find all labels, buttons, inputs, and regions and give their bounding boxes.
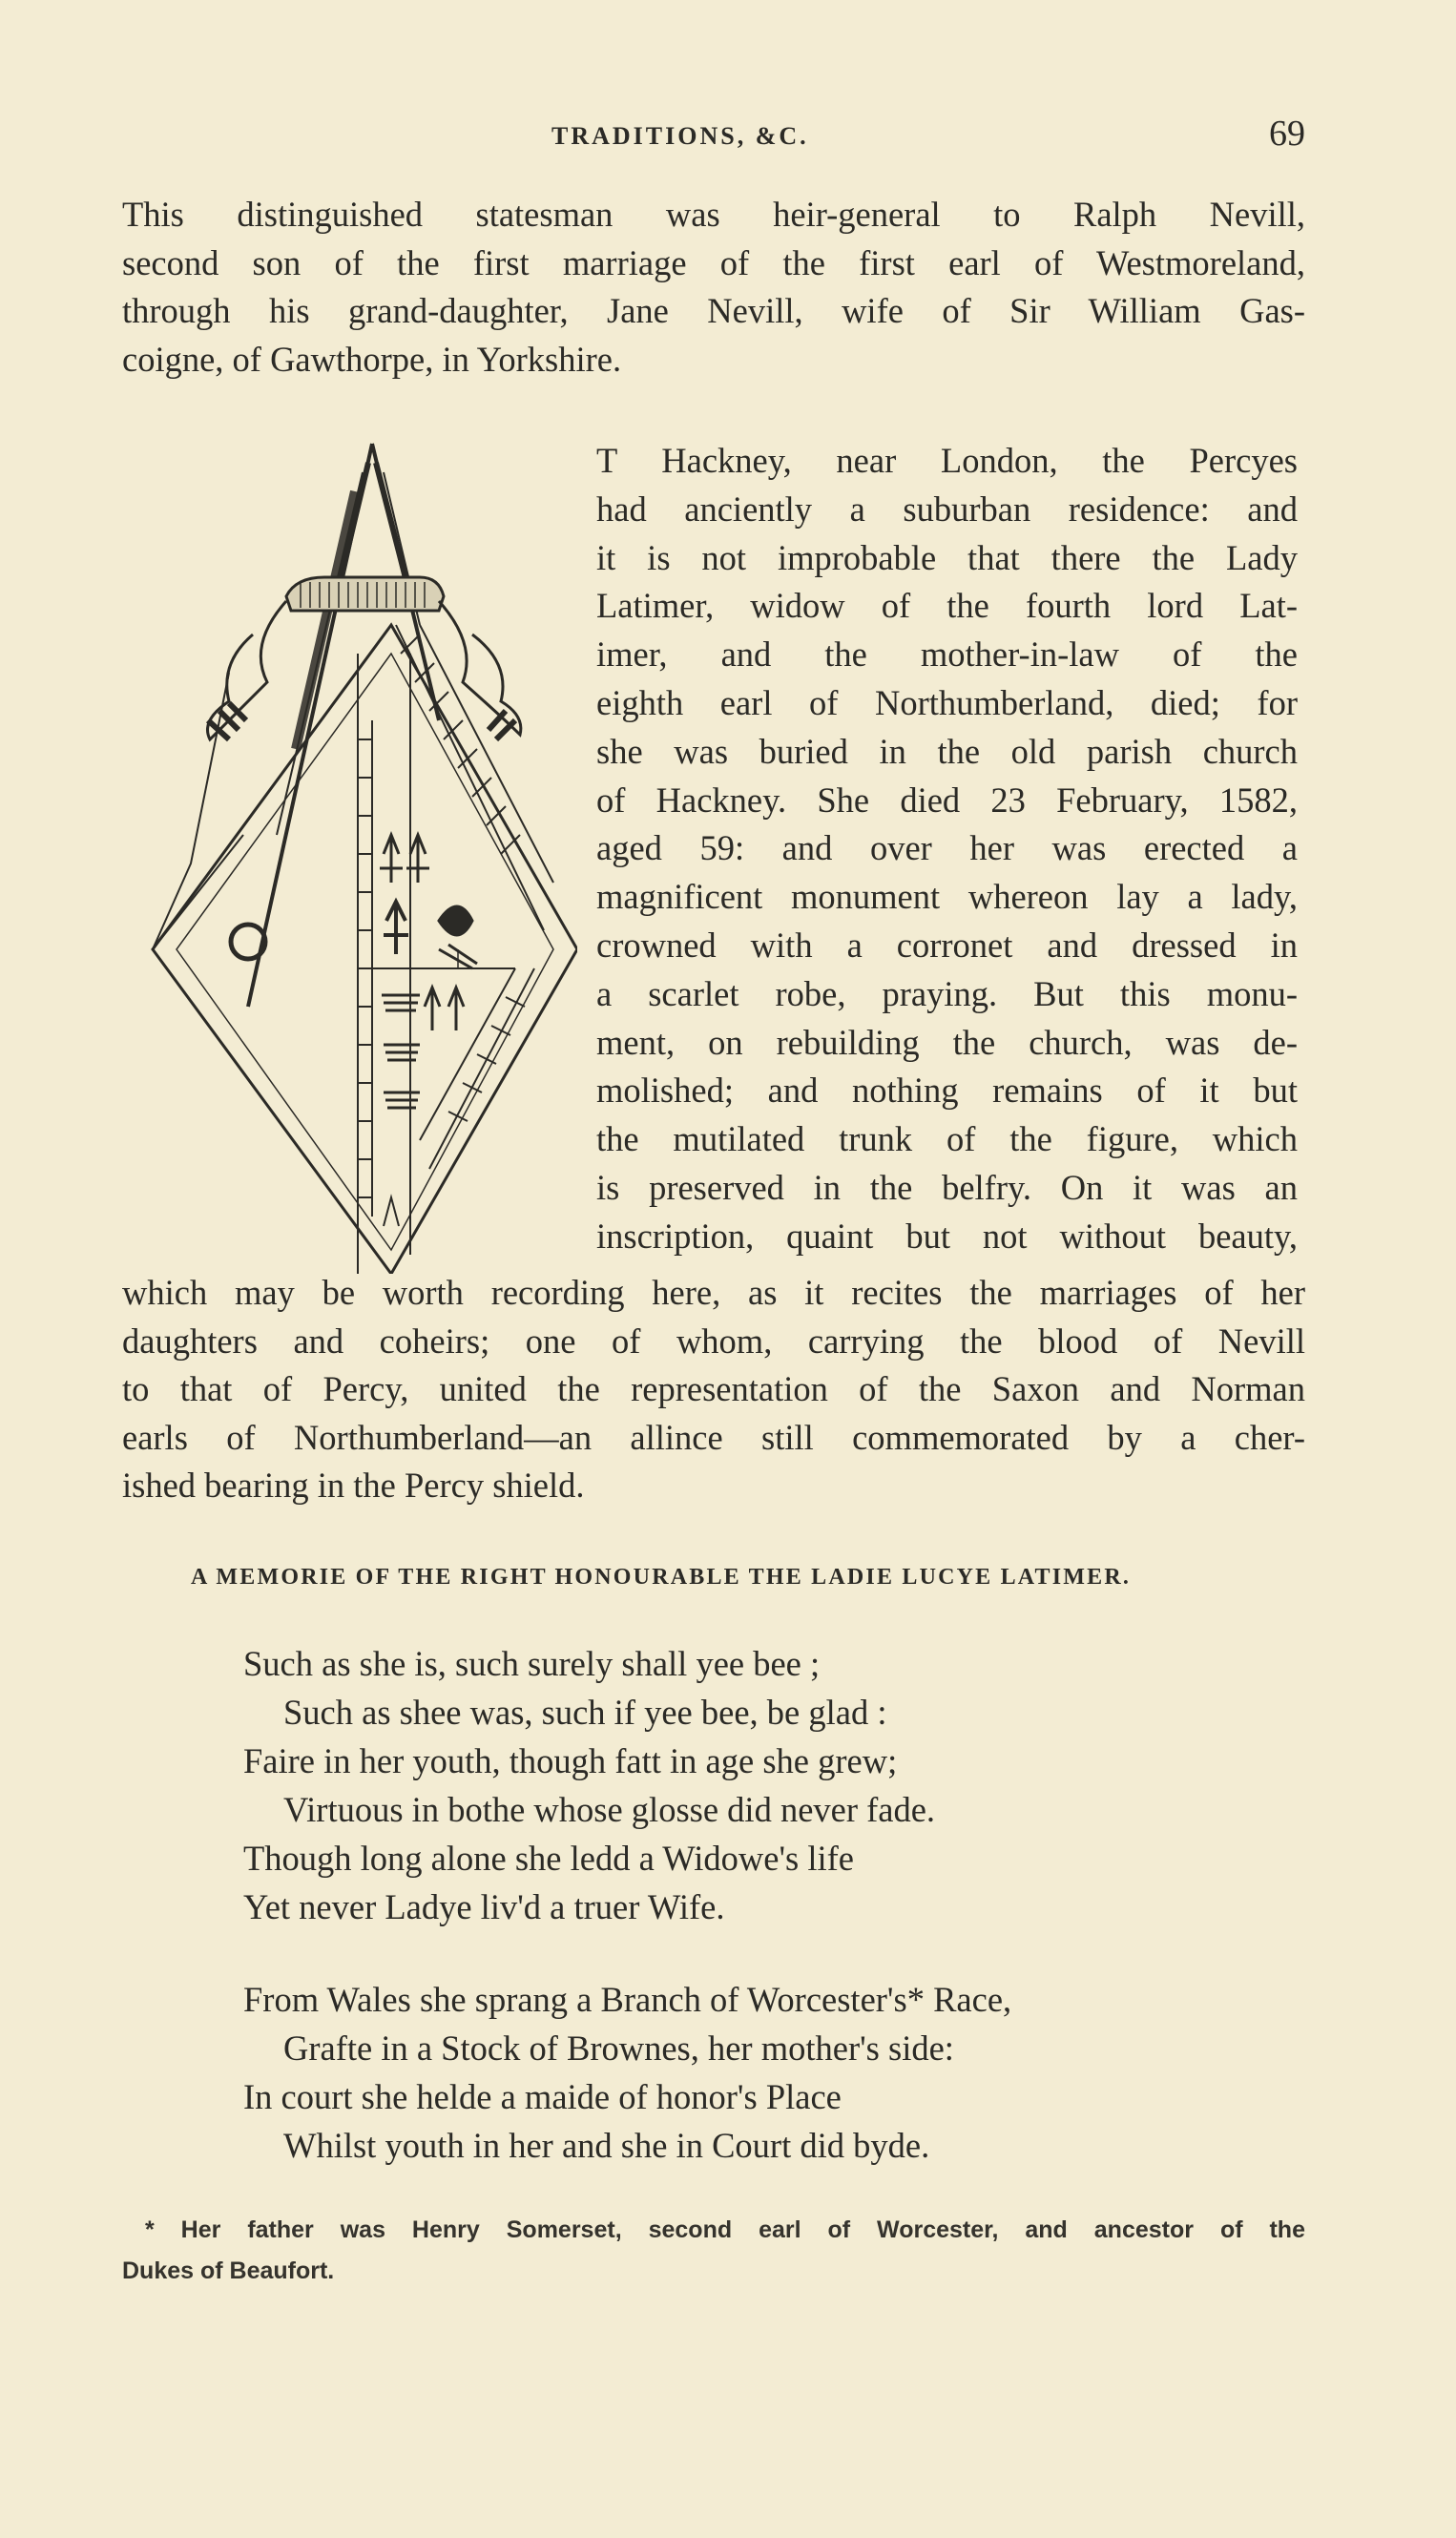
text-line: it is not improbable that there the Lady [596, 537, 1298, 577]
verse-line: Virtuous in bothe whose glosse did never fade. [283, 1790, 936, 1829]
text-line: is preserved in the belfry. On it was an [596, 1167, 1298, 1207]
text-line: inscription, quaint but not without beauty, [596, 1216, 1298, 1256]
verse-stanza-1 [243, 1639, 1293, 1931]
footnote-line: * Her father was Henry Somerset, second earl of Worcester, and ancestor of the [145, 2216, 1305, 2243]
page-number: 69 [1269, 114, 1305, 154]
text-line: magnificent monument whereon lay a lady, [596, 877, 1298, 917]
verse-line: Faire in her youth, though fatt in age she grew; [243, 1741, 898, 1780]
inscription-title: A MEMORIE OF THE RIGHT HONOURABLE THE LADIE LUCYE LATIMER. [191, 1565, 1132, 1590]
intro-paragraph [122, 191, 1305, 384]
verse-line: Yet never Ladye liv'd a truer Wife. [243, 1887, 725, 1926]
verse-line: Grafte in a Stock of Brownes, her mother's side: [283, 2028, 954, 2068]
text-line: a scarlet robe, praying. But this monu- [596, 973, 1298, 1013]
text-line: she was buried in the old parish church [596, 731, 1298, 771]
text-line: coigne, of Gawthorpe, in Yorkshire. [122, 339, 622, 379]
verse-stanza-2 [243, 1975, 1293, 2170]
main-paragraph-continued [122, 1269, 1305, 1510]
page-header [0, 113, 1456, 160]
verse-line: In court she helde a maide of honor's Place [243, 2077, 842, 2116]
footnote [122, 2210, 1305, 2292]
text-line: imer, and the mother-in-law of the [596, 634, 1298, 675]
running-head: TRADITIONS, &C. [551, 122, 809, 150]
text-line: to that of Percy, united the representation of the Saxon and Norman [122, 1369, 1305, 1408]
heraldic-initial-illustration [134, 434, 577, 1274]
verse-line: Whilst youth in her and she in Court did byde. [283, 2126, 930, 2165]
verse-line: Such as she is, such surely shall yee bee ; [243, 1644, 821, 1683]
text-line: T Hackney, near London, the Percyes [596, 441, 1298, 480]
text-line: Latimer, widow of the fourth lord Lat- [596, 586, 1298, 626]
text-line: ment, on rebuilding the church, was de- [596, 1022, 1298, 1062]
text-line: aged 59: and over her was erected a [596, 828, 1298, 868]
decorated-initial-a [134, 434, 577, 1274]
text-line: molished; and nothing remains of it but [596, 1071, 1298, 1111]
text-line: second son of the first marriage of the first earl of Westmoreland, [122, 242, 1305, 282]
text-line: crowned with a corronet and dressed in [596, 925, 1298, 965]
text-line: of Hackney. She died 23 February, 1582, [596, 780, 1298, 820]
text-line: This distinguished statesman was heir-general to Ralph Nevill, [122, 195, 1305, 234]
footnote-line: Dukes of Beaufort. [122, 2257, 335, 2284]
text-line: daughters and coheirs; one of whom, carrying the blood of Nevill [122, 1321, 1305, 1361]
main-paragraph-beside-initial [596, 437, 1298, 1261]
verse-line: Though long alone she ledd a Widowe's life [243, 1839, 854, 1878]
text-line: had anciently a suburban residence: and [596, 489, 1298, 529]
verse-line: Such as shee was, such if yee bee, be glad : [283, 1693, 887, 1732]
text-line: through his grand-daughter, Jane Nevill, wife of Sir William Gas- [122, 291, 1305, 330]
text-line: the mutilated trunk of the figure, which [596, 1119, 1298, 1159]
verse-line: From Wales she sprang a Branch of Worcester's* Race, [243, 1980, 1012, 2019]
text-line: eighth earl of Northumberland, died; for [596, 682, 1298, 722]
text-line: ished bearing in the Percy shield. [122, 1466, 585, 1505]
text-line: earls of Northumberland—an allince still commemorated by a cher- [122, 1417, 1305, 1457]
text-line: which may be worth recording here, as it recites the marriages of her [122, 1273, 1305, 1312]
